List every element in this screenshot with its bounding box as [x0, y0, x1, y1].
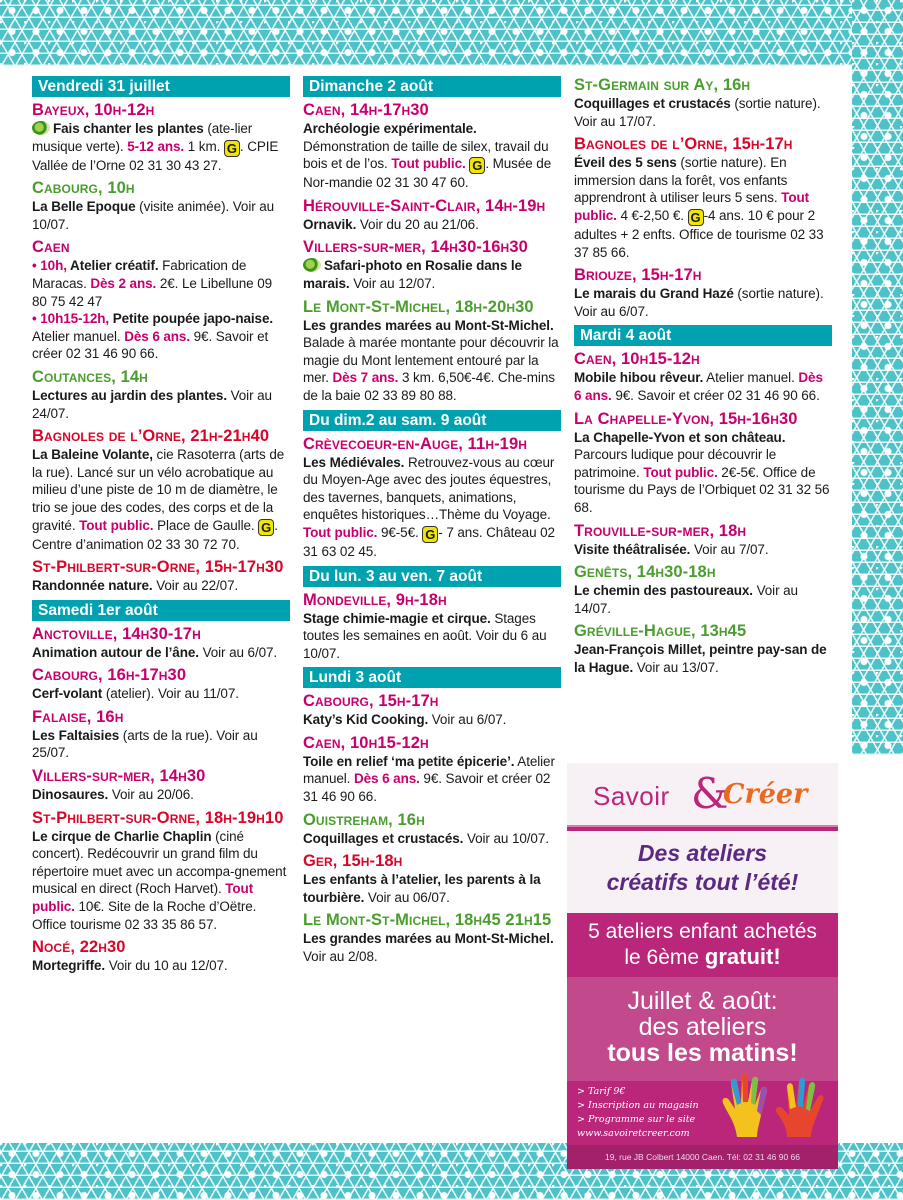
event-entry [574, 563, 832, 617]
event-entry [574, 522, 832, 559]
event-entry [574, 410, 832, 517]
event-title: La Baleine Volante, [32, 447, 153, 463]
event-title: Ornavik. [303, 216, 357, 232]
event-place: Falaise, 16h [32, 707, 124, 726]
event-text [32, 446, 290, 553]
ad-summer-line: des ateliers [638, 1013, 767, 1041]
date-header: Du lun. 3 au ven. 7 août [303, 566, 561, 587]
ad-summer-highlight: tous les matins! [607, 1039, 798, 1067]
event-text [32, 257, 290, 310]
ad-brand-ampersand: & [691, 769, 729, 818]
event-entry [32, 938, 290, 975]
event-title: Katy’s Kid Cooking. [303, 712, 429, 728]
event-title: Les grandes marées au Mont-St-Michel. [303, 931, 554, 947]
date-header: Samedi 1er août [32, 600, 290, 621]
event-age: Dès 7 ans. [332, 370, 399, 386]
event-detail: Retrouvez-vous au cœur du Moyen-Age avec des joutes équestres, des tavernes, banquets, animations, enquêtes historiques…Thème du Voyage. [303, 454, 555, 523]
event-place: St-Germain sur Ay, 16h [574, 76, 751, 94]
event-entry [32, 368, 290, 422]
event-detail: 3 km. 6,50€-4€. Che-mins de la baie 02 33 89 80 88. [303, 370, 555, 403]
event-title: Dinosaures. [32, 787, 109, 803]
event-title: Mobile hibou rêveur. [574, 370, 704, 386]
event-age: Dès 6 ans. [574, 370, 823, 403]
event-detail: 9€. Savoir et créer 02 31 46 90 66. [611, 387, 820, 403]
event-place: Caen, 14h-17h30 [303, 101, 429, 119]
event-title: Les grandes marées au Mont-St-Michel. [303, 317, 554, 333]
g-badge-icon: G [224, 140, 240, 157]
event-place: Genêts, 14h30-18h [574, 563, 716, 582]
event-age: 5-12 ans. [127, 138, 185, 154]
event-entry [303, 911, 561, 965]
event-place: Anctoville, 14h30-17h [32, 624, 201, 643]
g-badge-icon: G [688, 209, 704, 226]
event-text [574, 95, 832, 130]
event-detail: 2€-5€. Office de tourisme du Pays de l’Orbiquet 02 31 32 56 68. [574, 464, 830, 515]
date-header: Lundi 3 août [303, 667, 561, 688]
event-place: Bayeux, 10h-12h [32, 101, 155, 119]
event-age: Dès 6 ans. [353, 771, 420, 787]
event-entry [303, 298, 561, 405]
event-entry [32, 625, 290, 662]
event-text [32, 786, 290, 804]
event-title: La Chapelle-Yvon et son château. [574, 429, 786, 445]
event-title: Stage chimie-magie et cirque. [303, 610, 491, 626]
ad-info-list [577, 1085, 699, 1141]
event-text [32, 828, 290, 934]
ad-offer-line: 5 ateliers enfant achetés [588, 920, 817, 943]
event-title: Archéologie expérimentale. [303, 121, 477, 136]
ad-website: www.savoiretcreer.com [577, 1128, 690, 1139]
event-detail: 10€. Site de la Roche d’Oëtre. Office tourisme 02 33 35 86 57. [32, 899, 257, 932]
column-1 [32, 76, 290, 980]
event-entry [32, 558, 290, 595]
event-entry [303, 591, 561, 663]
event-detail: Démonstration de taille de silex, travail du bois et de l’os. [303, 138, 549, 172]
date-header: Dimanche 2 août [303, 76, 561, 97]
event-detail: Parcours ludique pour découvrir le patrimoine. [574, 447, 777, 480]
event-place: Coutances, 14h [32, 367, 148, 386]
event-text [303, 830, 561, 848]
event-detail: cie Rasoterra (arts de la rue). Lancé sur un vélo acrobatique au milieu d’une piste de 10 m de diamètre, le trio se joue des codes, des corps et de la gravité. [32, 447, 285, 533]
date-header: Vendredi 31 juillet [32, 76, 290, 97]
event-detail: Atelier manuel. [703, 370, 799, 386]
column-2 [303, 76, 561, 971]
ad-offer [567, 913, 838, 977]
painted-hand-left [723, 1073, 768, 1137]
event-text [303, 871, 561, 906]
event-audience: Tout public. [574, 190, 810, 223]
event-detail: Voir au 14/07. [574, 583, 798, 616]
event-place: Briouze, 15h-17h [574, 266, 702, 285]
event-entry [303, 101, 561, 192]
event-place: Gréville-Hague, 13h45 [574, 622, 747, 641]
event-text [32, 957, 290, 975]
event-detail: Atelier manuel. [32, 328, 125, 344]
event-title: Les Médiévales. [303, 454, 405, 470]
event-place: St-Philbert-sur-Orne, 15h-17h30 [32, 558, 284, 577]
event-time: • 10h15-12h, [32, 311, 113, 327]
event-title: Éveil des 5 sens [574, 155, 677, 171]
ad-offer-highlight: gratuit! [704, 944, 781, 969]
event-entry [303, 734, 561, 806]
event-text [574, 582, 832, 617]
event-text [574, 641, 832, 676]
event-detail: Voir au 13/07. [633, 659, 719, 675]
event-text [303, 711, 561, 729]
event-detail: Voir au 06/07. [364, 889, 450, 905]
event-title: Le marais du Grand Hazé [574, 286, 734, 302]
savoir-creer-advertisement [567, 763, 838, 1169]
event-entry [32, 767, 290, 804]
event-title: Coquillages et crustacés. [303, 830, 464, 846]
column-3 [574, 76, 832, 681]
ad-brand-creer: Créer [723, 779, 808, 810]
event-detail: Voir du 10 au 12/07. [105, 958, 228, 974]
event-title: Les enfants à l’atelier, les parents à la tourbière. [303, 872, 541, 905]
event-text [574, 285, 832, 320]
ad-info-item: > Tarif 9€ [577, 1086, 626, 1097]
event-text [303, 930, 561, 965]
event-entry [32, 238, 290, 363]
event-entry [303, 435, 561, 561]
event-entry [303, 811, 561, 848]
event-detail: Voir au 12/07. [349, 275, 436, 291]
ad-address: 19, rue JB Colbert 14000 Caen. Tél: 02 31 46 90 66 [567, 1145, 838, 1169]
event-place: Caen [32, 238, 70, 257]
event-title: Le chemin des pastoureaux. [574, 583, 753, 599]
event-title: Toile en relief ‘ma petite épicerie’. [303, 753, 515, 769]
event-title: Petite poupée japo-naise. [112, 311, 274, 327]
ad-brand-header [567, 763, 838, 827]
ad-brand-savoir: Savoir [593, 781, 670, 811]
ad-summer-workshops [567, 977, 838, 1081]
event-text [32, 685, 290, 703]
event-entry [32, 427, 290, 553]
event-detail: Voir du 20 au 21/06. [356, 216, 479, 232]
event-detail: Voir au 22/07. [152, 578, 239, 594]
ad-slogan-line: créatifs tout l’été! [606, 869, 799, 895]
ad-info-item: > Inscription au magasin [577, 1100, 699, 1111]
event-detail: (sortie nature). Voir au 17/07. [574, 96, 821, 129]
event-entry [32, 708, 290, 762]
event-place: Le Mont-St-Michel, 18h-20h30 [303, 297, 534, 316]
event-detail: - 7 ans. Château 02 31 63 02 45. [303, 524, 555, 559]
event-title: Animation autour de l’âne. [32, 644, 199, 660]
event-text [32, 577, 290, 595]
event-place: Nocé, 22h30 [32, 938, 126, 957]
event-detail: 2€. Le Libellune 09 80 75 42 47 [32, 275, 273, 309]
event-entry [303, 692, 561, 729]
event-text [303, 753, 561, 806]
event-title: Randonnée nature. [32, 578, 153, 594]
hands-illustration-icon [717, 1069, 835, 1139]
event-detail: . Centre d’animation 02 33 30 72 70. [32, 517, 278, 552]
event-title: Le cirque de Charlie Chaplin [32, 828, 212, 844]
event-text [32, 727, 290, 762]
event-age: Dès 6 ans. [124, 328, 190, 344]
event-place: St-Philbert-sur-Orne, 18h-19h10 [32, 808, 284, 827]
event-detail: Balade à marée montante pour découvrir la magie du Mont lentement entouré par la mer. [303, 335, 559, 386]
event-entry [303, 852, 561, 906]
page-panel-extension [852, 755, 903, 1143]
ad-offer-line: le 6ème [624, 946, 705, 969]
g-badge-icon: G [258, 519, 274, 536]
event-text [303, 257, 561, 292]
event-place: Cabourg, 16h-17h30 [32, 666, 187, 685]
ad-slogan [567, 831, 838, 913]
event-place: Crèvecoeur-en-Auge, 11h-19h [303, 434, 527, 453]
event-detail: 9€-5€. [377, 524, 423, 540]
event-detail: . Musée de Nor-mandie 02 31 30 47 60. [303, 156, 552, 191]
event-detail: (visite animée). Voir au 10/07. [32, 199, 275, 232]
event-text [303, 216, 561, 234]
event-place: Villers-sur-mer, 14h30 [32, 767, 206, 786]
event-text [574, 154, 832, 261]
event-place: Mondeville, 9h-18h [303, 590, 447, 609]
event-place: Ouistreham, 16h [303, 810, 425, 829]
g-badge-icon: G [469, 157, 485, 174]
event-detail: Place de Gaulle. [153, 517, 259, 533]
event-age: Dès 2 ans. [90, 275, 157, 291]
event-text [32, 310, 290, 363]
event-detail: (arts de la rue). Voir au 25/07. [32, 727, 258, 761]
event-place: Hérouville-Saint-Clair, 14h-19h [303, 196, 546, 215]
painted-hand-right [776, 1078, 824, 1137]
event-place: La Chapelle-Yvon, 15h-16h30 [574, 409, 798, 428]
event-detail: Voir au 24/07. [32, 387, 272, 421]
event-text [574, 429, 832, 517]
event-entry [32, 809, 290, 934]
event-title: Cerf-volant [32, 686, 103, 702]
event-detail: 9€. Savoir et créer 02 31 46 90 66. [303, 771, 551, 805]
event-text [303, 120, 561, 192]
event-detail: 9€. Savoir et créer 02 31 46 90 66. [32, 328, 269, 362]
event-detail: 4 €-2,50 €. [616, 207, 688, 223]
event-text [32, 387, 290, 422]
event-detail: (atelier). Voir au 11/07. [102, 686, 239, 702]
event-audience: Tout public. [391, 156, 466, 172]
event-entry [574, 135, 832, 261]
decorative-pattern-top [0, 0, 903, 66]
event-detail: 1 km. [184, 138, 224, 154]
event-detail: (sortie nature). Voir au 6/07. [574, 286, 824, 319]
date-header: Du dim.2 au sam. 9 août [303, 410, 561, 431]
event-text [574, 369, 832, 404]
event-detail: Atelier manuel. [303, 753, 555, 787]
event-text [303, 317, 561, 405]
event-entry [32, 179, 290, 233]
event-audience: Tout public. [643, 464, 718, 480]
date-header: Mardi 4 août [574, 325, 832, 346]
event-title: Atelier créatif. [70, 258, 159, 274]
event-entry [303, 197, 561, 234]
event-entry [574, 622, 832, 676]
event-entry [32, 666, 290, 703]
ad-summer-line: Juillet & août: [627, 987, 778, 1015]
event-title: Safari-photo en Rosalie dans le marais. [303, 258, 522, 291]
g-badge-icon: G [422, 526, 438, 543]
event-title: Fais chanter les plantes [53, 121, 204, 136]
event-entry [574, 350, 832, 404]
event-detail: Stages toutes les semaines en août. Voir du 6 au 10/07. [303, 610, 547, 661]
event-place: Ger, 15h-18h [303, 852, 403, 871]
event-detail: (ciné concert). Redécouvrir un grand film du répertoire muet avec un accompa-gnement musical en direct (Roch Harvet). [32, 828, 287, 897]
event-text [303, 610, 561, 663]
event-entry [32, 101, 290, 174]
event-detail: . CPIE Vallée de l’Orne 02 31 30 43 27. [32, 138, 279, 173]
nature-leaf-icon [303, 258, 321, 272]
event-place: Trouville-sur-mer, 18h [574, 521, 747, 540]
event-title: Coquillages et crustacés [574, 96, 731, 111]
event-text [32, 198, 290, 233]
event-audience: Tout public. [79, 517, 154, 533]
event-time: • 10h, [32, 258, 71, 274]
event-detail: Voir au 7/07. [690, 541, 769, 557]
event-place: Cabourg, 10h [32, 179, 135, 198]
event-place: Caen, 10h15-12h [303, 733, 429, 752]
event-detail: Voir au 6/07. [198, 644, 278, 660]
event-text [32, 644, 290, 662]
event-entry [303, 238, 561, 292]
event-detail: Voir au 6/07. [428, 712, 507, 728]
event-text [303, 454, 561, 561]
event-title: Mortegriffe. [32, 958, 106, 974]
event-detail: Voir au 20/06. [108, 787, 194, 803]
event-title: Visite théâtralisée. [574, 541, 691, 557]
event-place: Villers-sur-mer, 14h30-16h30 [303, 238, 528, 257]
event-text [574, 541, 832, 559]
decorative-pattern-right [852, 0, 903, 755]
event-place: Caen, 10h15-12h [574, 350, 700, 369]
event-entry [574, 266, 832, 320]
event-place: Bagnoles de l’Orne, 21h-21h40 [32, 427, 270, 446]
event-detail: Fabrication de Maracas. [32, 258, 247, 291]
event-title: La Belle Epoque [32, 199, 136, 215]
event-title: Jean-François Millet, peintre pay-san de la Hague. [574, 642, 827, 675]
nature-leaf-icon [32, 121, 50, 135]
event-place: Cabourg, 15h-17h [303, 692, 439, 711]
event-title: Les Faltaisies [32, 727, 120, 743]
event-detail: (sortie nature). En immersion dans la forêt, vos enfants apprendront à utiliser leurs 5 sens. [574, 155, 788, 206]
event-detail: -4 ans. 10 € pour 2 adultes + 2 enfts. Office de tourisme 02 33 37 85 66. [574, 207, 824, 260]
event-audience: Tout public. [303, 524, 378, 540]
event-detail: Voir au 2/08. [303, 949, 378, 965]
ad-info-item: > Programme sur le site [577, 1114, 696, 1125]
ad-slogan-line: Des ateliers [637, 840, 768, 866]
event-audience: Tout public. [32, 881, 254, 915]
event-title: Lectures au jardin des plantes. [32, 387, 227, 403]
event-text [32, 120, 290, 174]
event-entry [574, 76, 832, 130]
event-place: Le Mont-St-Michel, 18h45 21h15 [303, 911, 552, 930]
event-detail: Voir au 10/07. [463, 830, 549, 846]
event-place: Bagnoles de l’Orne, 15h-17h [574, 135, 793, 154]
event-detail: (ate-lier musique verte). [32, 121, 253, 154]
